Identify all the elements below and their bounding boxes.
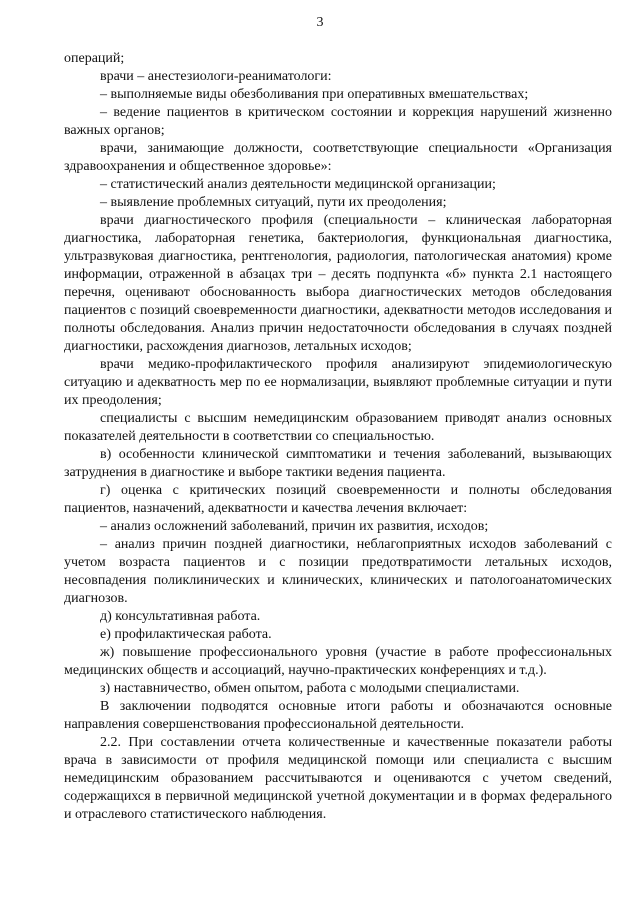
paragraph: – выявление проблемных ситуаций, пути их преодоления; — [100, 195, 447, 210]
page-number: 3 — [316, 15, 324, 30]
paragraph: – анализ осложнений заболеваний, причин их развития, исходов; — [100, 519, 489, 534]
paragraph: В заключении подводятся основные итоги работы и обозначаются основные направления совершенствования профессиональной деятельности. — [64, 699, 612, 732]
paragraph: врачи, занимающие должности, соответствующие специальности «Организация здравоохранения и общественное здоровье»: — [64, 141, 612, 174]
paragraph: врачи медико-профилактического профиля анализируют эпидемиологическую ситуацию и адекватность мер по ее нормализации, выявляют проблемные ситуации и пути их преодоления; — [64, 357, 612, 408]
paragraph: е) профилактическая работа. — [100, 627, 272, 642]
body-text — [64, 50, 612, 824]
paragraph: – ведение пациентов в критическом состоянии и коррекция нарушений жизненно важных органов; — [64, 105, 612, 138]
paragraph: 2.2. При составлении отчета количественные и качественные показатели работы врача в зависимости от профиля медицинской помощи или специалиста с высшим немедицинским образованием рассчитываются и оцениваются с учетом сведений, содержащихся в первичной медицинской учетной документации и в формах федерального и отраслевого статистического наблюдения. — [64, 735, 612, 822]
paragraph: з) наставничество, обмен опытом, работа с молодыми специалистами. — [100, 681, 520, 696]
paragraph: – выполняемые виды обезболивания при оперативных вмешательствах; — [100, 87, 529, 102]
paragraph: операций; — [64, 51, 125, 66]
paragraph: в) особенности клинической симптоматики и течения заболеваний, вызывающих затруднения в диагностике и выборе тактики ведения пациента. — [64, 447, 612, 480]
paragraph: г) оценка с критических позиций своевременности и полноты обследования пациентов, назначений, адекватности и качества лечения включает: — [64, 483, 612, 516]
paragraph: ж) повышение профессионального уровня (участие в работе профессиональных медицинских обществ и ассоциаций, научно-практических конференциях и т.д.). — [64, 645, 612, 678]
paragraph: врачи – анестезиологи-реаниматологи: — [100, 69, 332, 84]
paragraph: – анализ причин поздней диагностики, неблагоприятных исходов заболеваний с учетом возраста пациентов и с позиции предотвратимости летальных исходов, несовпадения поликлинических и клинических, клинических и патологоанатомических диагнозов. — [64, 537, 612, 606]
paragraph: врачи диагностического профиля (специальности – клиническая лабораторная диагностика, лабораторная генетика, бактериология, функциональная диагностика, ультразвуковая диагностика, рентгенология, радиология, патологическая анатомия) кроме информации, отраженной в абзацах три – десять подпункта «б» пункта 2.1 настоящего перечня, оценивают обоснованность выбора диагностических методов обследования пациентов с позиций своевременности диагностики, адекватности методов исследования и полноты обследования. Анализ причин недостаточности обследования в случаях поздней диагностики, расхождения диагнозов, летальных исходов; — [64, 213, 612, 354]
paragraph: д) консультативная работа. — [100, 609, 261, 624]
paragraph: – статистический анализ деятельности медицинской организации; — [100, 177, 496, 192]
paragraph: специалисты с высшим немедицинским образованием приводят анализ основных показателей деятельности в соответствии со специальностью. — [64, 411, 612, 444]
